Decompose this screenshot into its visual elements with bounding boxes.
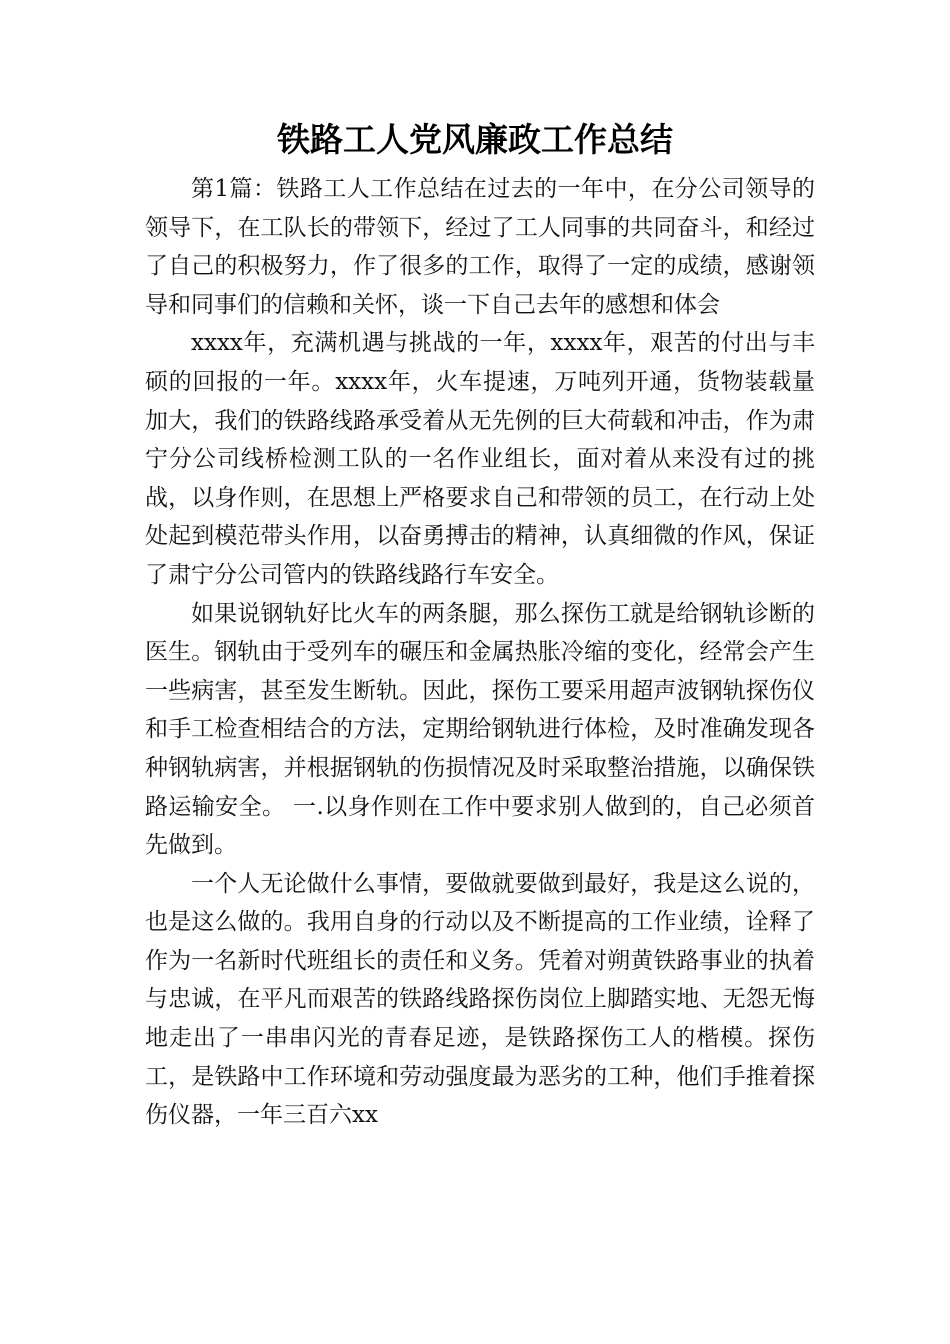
- paragraph-3: 如果说钢轨好比火车的两条腿，那么探伤工就是给钢轨诊断的医生。钢轨由于受列车的碾压和金属热胀冷缩的变化，经常会产生一些病害，甚至发生断轨。因此，探伤工要采用超声波钢轨探伤仪和手工检查相结合的方法，定期给钢轨进行体检，及时准确发现各种钢轨病害，并根据钢轨的伤损情况及时采取整治措施，以确保铁路运输安全。 一.以身作则在工作中要求别人做到的，自己必须首先做到。: [145, 600, 815, 859]
- paragraph-2: xxxx年，充满机遇与挑战的一年，xxxx年，艰苦的付出与丰硕的回报的一年。xxxx年，火车提速，万吨列开通，货物装载量加大，我们的铁路线路承受着从无先例的巨大荷载和冲击，作为肃宁分公司线桥检测工队的一名作业组长，面对着从来没有过的挑战，以身作则，在思想上严格要求自己和带领的员工，在行动上处处起到模范带头作用，以奋勇搏击的精神，认真细微的作风，保证了肃宁分公司管内的铁路线路行车安全。: [145, 330, 815, 588]
- document-body: [145, 170, 815, 1135]
- paragraph-4: 一个人无论做什么事情，要做就要做到最好，我是这么说的，也是这么做的。我用自身的行动以及不断提高的工作业绩，诠释了作为一名新时代班组长的责任和义务。凭着对朔黄铁路事业的执着与忠诚，在平凡而艰苦的铁路线路探伤岗位上脚踏实地、无怨无悔地走出了一串串闪光的青春足迹，是铁路探伤工人的楷模。探伤工，是铁路中工作环境和劳动强度最为恶劣的工种，他们手推着探伤仪器，一年三百六xx: [145, 870, 815, 1129]
- paragraph-1: 第1篇：铁路工人工作总结在过去的一年中，在分公司领导的领导下，在工队长的带领下，经过了工人同事的共同奋斗，和经过了自己的积极努力，作了很多的工作，取得了一定的成绩，感谢领导和同事们的信赖和关怀，谈一下自己去年的感想和体会: [145, 176, 815, 318]
- document-title: 铁路工人党风廉政工作总结: [277, 120, 673, 159]
